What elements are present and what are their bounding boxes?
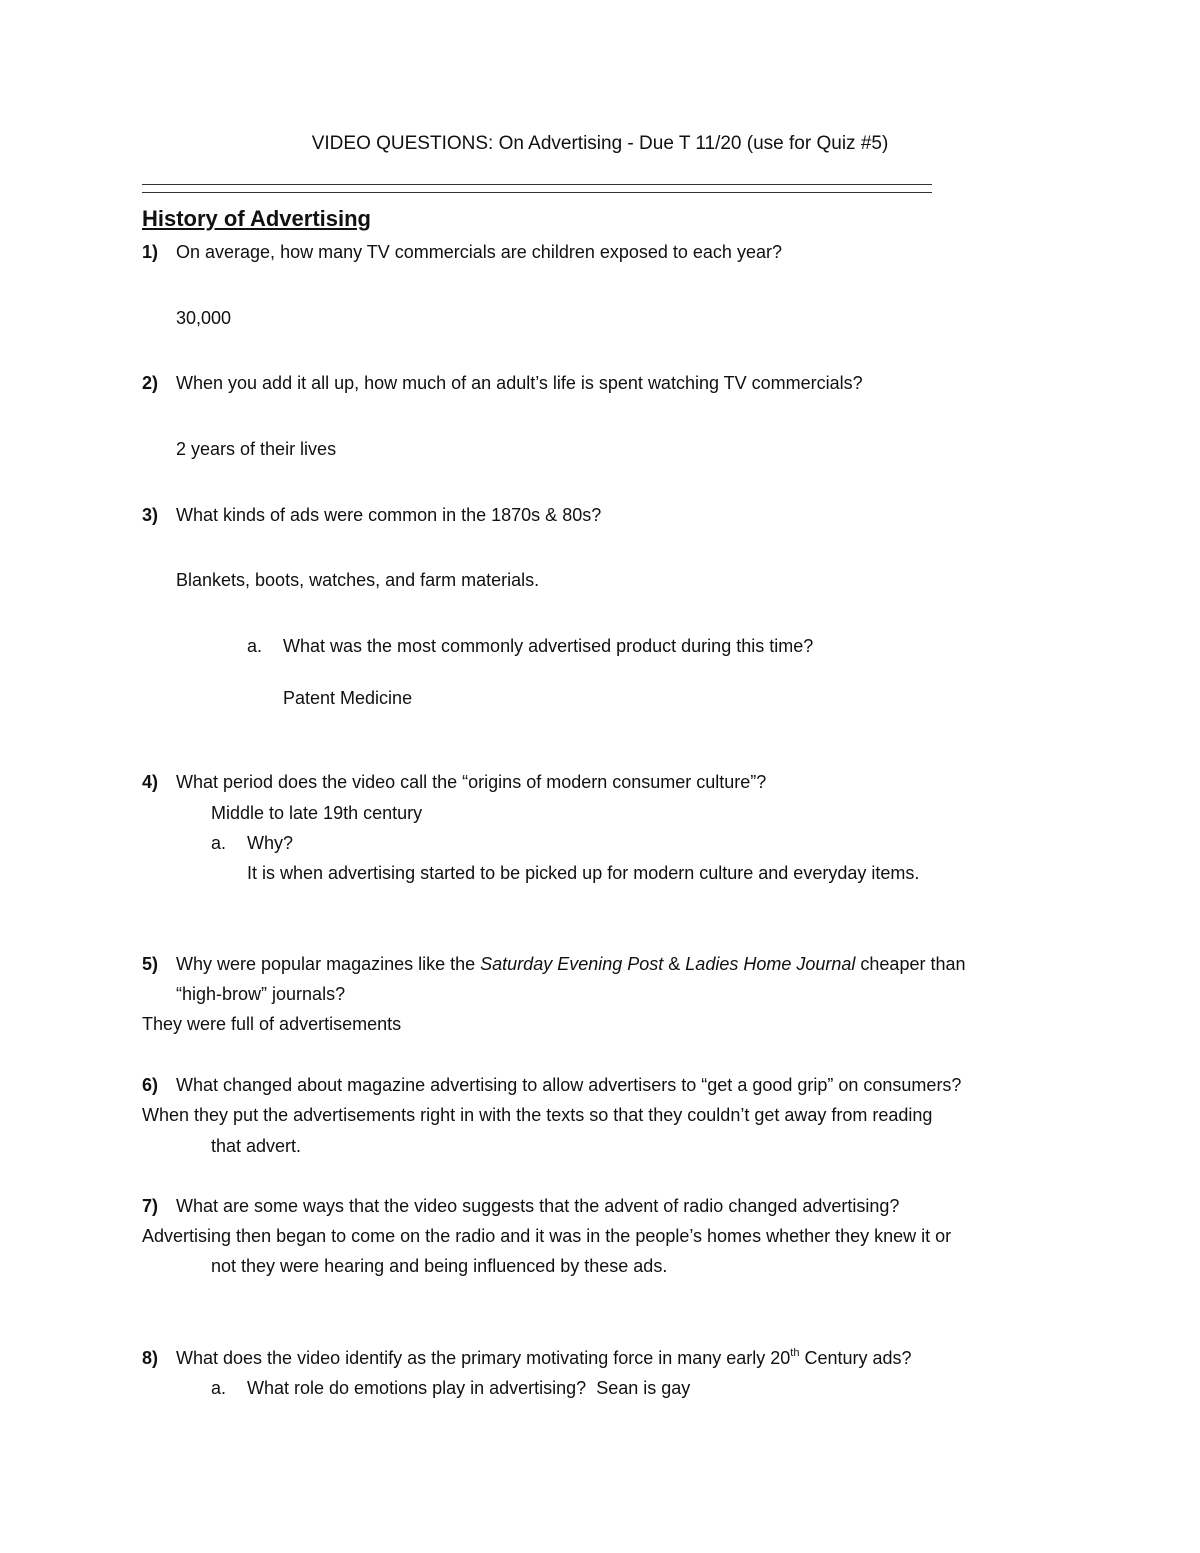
question-5-text-line2: “high-brow” journals? <box>176 984 346 1004</box>
question-4a-letter: a. <box>211 833 227 853</box>
question-4-text: What period does the video call the “origins of modern consumer culture”? <box>176 772 767 792</box>
question-3-text: What kinds of ads were common in the 1870s & 80s? <box>176 505 602 525</box>
question-4a-answer: It is when advertising started to be picked up for modern culture and everyday items. <box>247 863 920 883</box>
magazine-title-saturday-evening-post: Saturday Evening Post <box>480 954 664 974</box>
question-8-text: What does the video identify as the primary motivating force in many early 20th Century ads? <box>176 1347 912 1368</box>
question-4-answer: Middle to late 19th century <box>211 803 423 823</box>
question-8-number: 8) <box>142 1348 159 1368</box>
question-6-text: What changed about magazine advertising to allow advertisers to “get a good grip” on consumers? <box>176 1075 962 1095</box>
question-1-answer: 30,000 <box>176 308 232 328</box>
question-4-number: 4) <box>142 772 159 792</box>
question-8a-text: What role do emotions play in advertising? Sean is gay <box>247 1378 691 1398</box>
magazine-title-ladies-home-journal: Ladies Home Journal <box>685 954 856 974</box>
superscript-th: th <box>790 1347 800 1359</box>
question-1-number: 1) <box>142 242 159 262</box>
question-7-answer: Advertising then began to come on the radio and it was in the people’s homes whether they knew it or <box>142 1226 952 1246</box>
question-5-answer: They were full of advertisements <box>142 1014 402 1034</box>
question-7-number: 7) <box>142 1196 159 1216</box>
question-8a-answer: Sean is gay <box>596 1378 691 1398</box>
question-2-number: 2) <box>142 373 159 393</box>
double-rule-divider <box>142 184 932 193</box>
question-7-answer-line2: not they were hearing and being influenced by these ads. <box>211 1256 668 1276</box>
page-title: VIDEO QUESTIONS: On Advertising - Due T 11/20 (use for Quiz #5) <box>311 133 889 154</box>
section-heading: History of Advertising <box>142 206 371 231</box>
question-3a-text: What was the most commonly advertised product during this time? <box>283 636 814 656</box>
question-5-number: 5) <box>142 954 159 974</box>
question-2-answer: 2 years of their lives <box>176 439 337 459</box>
question-3-number: 3) <box>142 505 159 525</box>
question-7-text: What are some ways that the video suggests that the advent of radio changed advertising? <box>176 1196 900 1216</box>
question-8a-letter: a. <box>211 1378 227 1398</box>
question-3a-letter: a. <box>247 636 263 656</box>
question-6-answer-line2: that advert. <box>211 1136 302 1156</box>
question-6-answer: When they put the advertisements right in with the texts so that they couldn’t get away from reading <box>142 1105 933 1125</box>
question-4a-text: Why? <box>247 833 294 853</box>
question-3-answer: Blankets, boots, watches, and farm materials. <box>176 570 540 590</box>
question-1-text: On average, how many TV commercials are children exposed to each year? <box>176 242 782 262</box>
question-5-text: Why were popular magazines like the Saturday Evening Post & Ladies Home Journal cheaper than <box>176 954 966 974</box>
question-6-number: 6) <box>142 1075 159 1095</box>
question-3a-answer: Patent Medicine <box>283 688 413 708</box>
question-2-text: When you add it all up, how much of an adult’s life is spent watching TV commercials? <box>176 373 863 393</box>
